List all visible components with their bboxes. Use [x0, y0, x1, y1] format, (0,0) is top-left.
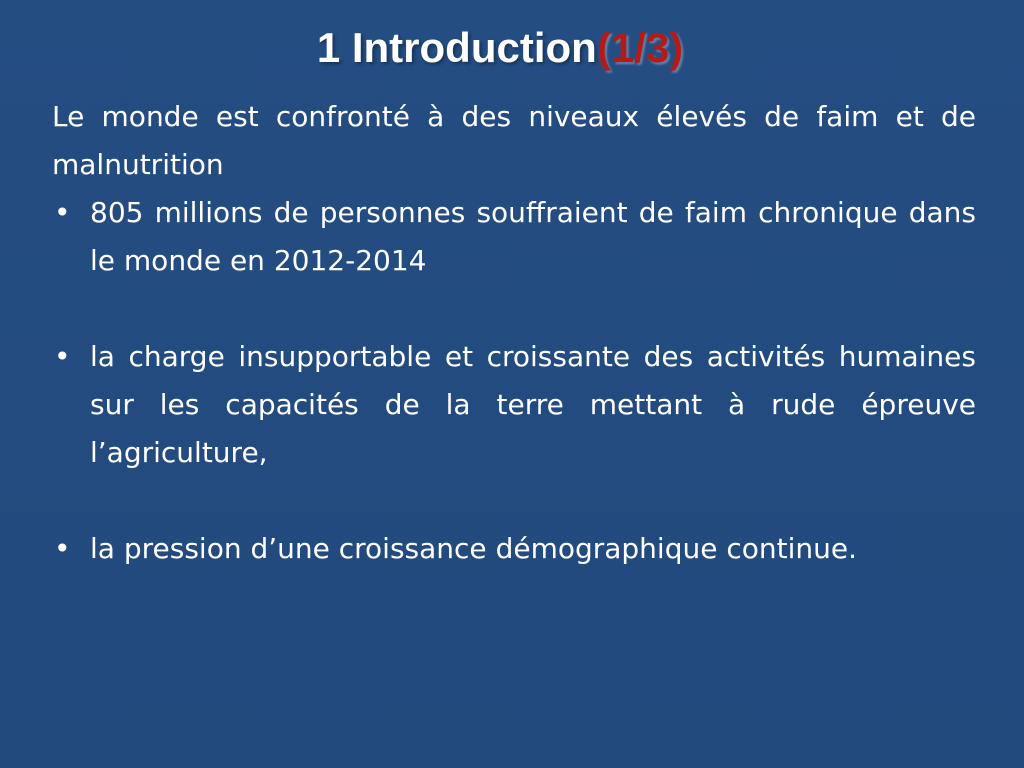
- bullet-icon: •: [54, 532, 71, 565]
- bullet-text-2: la charge insupportable et croissante des activités humaines sur les capacités de la terre mettant à rude épreuve l’agriculture,: [90, 340, 976, 469]
- title-text: 1 Introduction: [316, 24, 597, 71]
- slide-title: [0, 22, 1000, 74]
- bullet-spacer: [52, 285, 976, 333]
- bullet-icon: •: [54, 340, 71, 373]
- bullet-spacer: [52, 477, 976, 525]
- bullet-text-1: 805 millions de personnes souffraient de faim chronique dans le monde en 2012-2014: [90, 196, 976, 277]
- intro-text: Le monde est confronté à des niveaux élevés de faim et de malnutrition: [52, 100, 976, 181]
- slide-counter: (1/3): [596, 24, 684, 71]
- slide-body: [52, 93, 976, 573]
- bullet-list: [52, 189, 976, 573]
- bullet-text-3: la pression d’une croissance démographique continue.: [90, 532, 858, 565]
- bullet-item-3: [52, 525, 976, 573]
- bullet-item-2: [52, 333, 976, 477]
- bullet-icon: •: [54, 196, 71, 229]
- bullet-item-1: [52, 189, 976, 285]
